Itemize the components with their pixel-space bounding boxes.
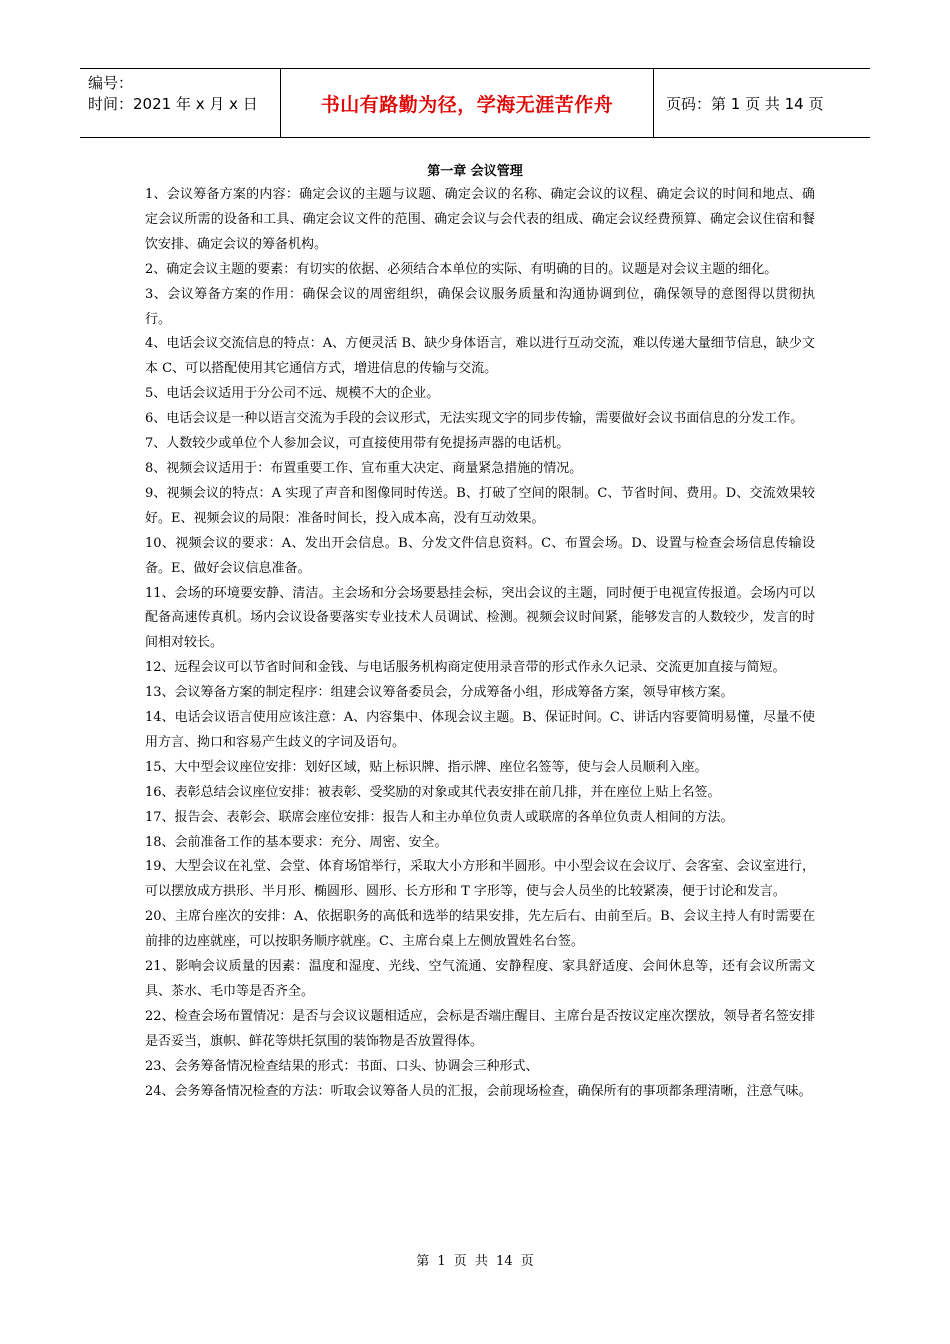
document-body [145,183,815,1105]
page-footer: 第 1 页 共 14 页 [416,1254,534,1269]
header-page-info: 页码：第 1 页 共 14 页 [666,94,824,113]
paragraph: 20、主席台座次的安排：A、依据职务的高低和选举的结果安排，先左后右、由前至后。B、会议主持人有时需要在前排的边座就座，可以按职务顺序就座。C、主席台桌上左侧放置姓名台签。 [145,909,815,950]
header-left-cell [80,69,280,137]
paragraph: 18、会前准备工作的基本要求：充分、周密、安全。 [145,834,448,850]
paragraph: 14、电话会议语言使用应该注意：A、内容集中、体现会议主题。B、保证时间。C、讲话内容要简明易懂，尽量不使用方言、拗口和容易产生歧义的字词及语句。 [145,710,815,750]
paragraph: 23、会务筹备情况检查结果的形式：书面、口头、协调会三种形式、 [145,1058,539,1074]
header-page-cell [654,69,870,137]
paragraph: 6、电话会议是一种以语言交流为手段的会议形式，无法实现文字的同步传输，需要做好会议书面信息的分发工作。 [145,411,804,427]
paragraph: 4、电话会议交流信息的特点：A、方便灵活 B、缺少身体语言，难以进行互动交流，难以传递大量细节信息，缺少文本 C、可以搭配使用其它通信方式，增进信息的传输与交流。 [145,336,815,377]
paragraph: 5、电话会议适用于分公司不远、规模不大的企业。 [145,386,440,402]
paragraph: 19、大型会议在礼堂、会堂、体育场馆举行，采取大小方形和半圆形。中小型会议在会议厅、会客室、会议室进行，可以摆放成方拱形、半月形、椭圆形、圆形、长方形和 T 字形等，使与会人员坐的比较紧凑，便于讨论和发言。 [145,859,815,900]
paragraph: 8、视频会议适用于：布置重要工作、宣布重大决定、商量紧急措施的情况。 [145,460,583,476]
paragraph: 2、确定会议主题的要素：有切实的依据、必须结合本单位的实际、有明确的目的。议题是对会议主题的细化。 [145,261,778,277]
paragraph: 13、会议筹备方案的制定程序：组建会议筹备委员会，分成筹备小组，形成筹备方案，领导审核方案。 [145,685,734,701]
paragraph: 1、会议筹备方案的内容：确定会议的主题与议题、确定会议的名称、确定会议的议程、确定会议的时间和地点、确定会议所需的设备和工具、确定会议文件的范围、确定会议与会代表的组成、确定会议经费预算、确定会议住宿和餐饮安排、确定会议的筹备机构。 [145,187,815,252]
paragraph: 7、人数较少或单位个人参加会议，可直接使用带有免提扬声器的电话机。 [145,436,570,452]
page-header [80,68,870,138]
paragraph: 9、视频会议的特点：A 实现了声音和图像同时传送。B、打破了空间的限制。C、节省时间、费用。D、交流效果较好。E、视频会议的局限：准备时间长，投入成本高，没有互动效果。 [145,485,815,526]
paragraph: 3、会议筹备方案的作用：确保会议的周密组织，确保会议服务质量和沟通协调到位，确保领导的意图得以贯彻执行。 [145,286,815,327]
paragraph: 10、视频会议的要求：A、发出开会信息。B、分发文件信息资料。C、布置会场。D、设置与检查会场信息传输设备。E、做好会议信息准备。 [145,535,815,576]
paragraph: 15、大中型会议座位安排：划好区域，贴上标识牌、指示牌、座位名签等，使与会人员顺利入座。 [145,759,708,775]
header-motto-cell [280,69,654,137]
paragraph: 11、会场的环境要安静、清洁。主会场和分会场要悬挂会标，突出会议的主题，同时便于电视宣传报道。会场内可以配备高速传真机。场内会议设备要落实专业技术人员调试、检测。视频会议时间紧，能够发言的人数较少，发言的时间相对较长。 [145,585,815,651]
document-date-label: 时间：2021 年 x 月 x 日 [88,95,258,113]
paragraph: 16、表彰总结会议座位安排：被表彰、受奖励的对象或其代表安排在前几排，并在座位上贴上名签。 [145,784,721,800]
document-number-label: 编号： [88,74,134,92]
paragraph: 21、影响会议质量的因素：温度和湿度、光线、空气流通、安静程度、家具舒适度、会间休息等，还有会议所需文具、茶水、毛巾等是否齐全。 [145,959,815,999]
chapter-title: 第一章 会议管理 [427,164,523,179]
paragraph: 24、会务筹备情况检查的方法：听取会议筹备人员的汇报，会前现场检查，确保所有的事项都条理清晰，注意气味。 [145,1083,812,1099]
paragraph: 12、远程会议可以节省时间和金钱、与电话服务机构商定使用录音带的形式作永久记录、交流更加直接与简短。 [145,660,786,676]
paragraph: 17、报告会、表彰会、联席会座位安排：报告人和主办单位负责人或联席的各单位负责人相间的方法。 [145,809,734,825]
header-motto: 书山有路勤为径，学海无涯苦作舟 [320,93,614,116]
paragraph: 22、检查会场布置情况：是否与会议议题相适应，会标是否端庄醒目、主席台是否按议定座次摆放，领导者名签安排是否妥当，旗帜、鲜花等烘托氛围的装饰物是否放置得体。 [145,1008,815,1049]
